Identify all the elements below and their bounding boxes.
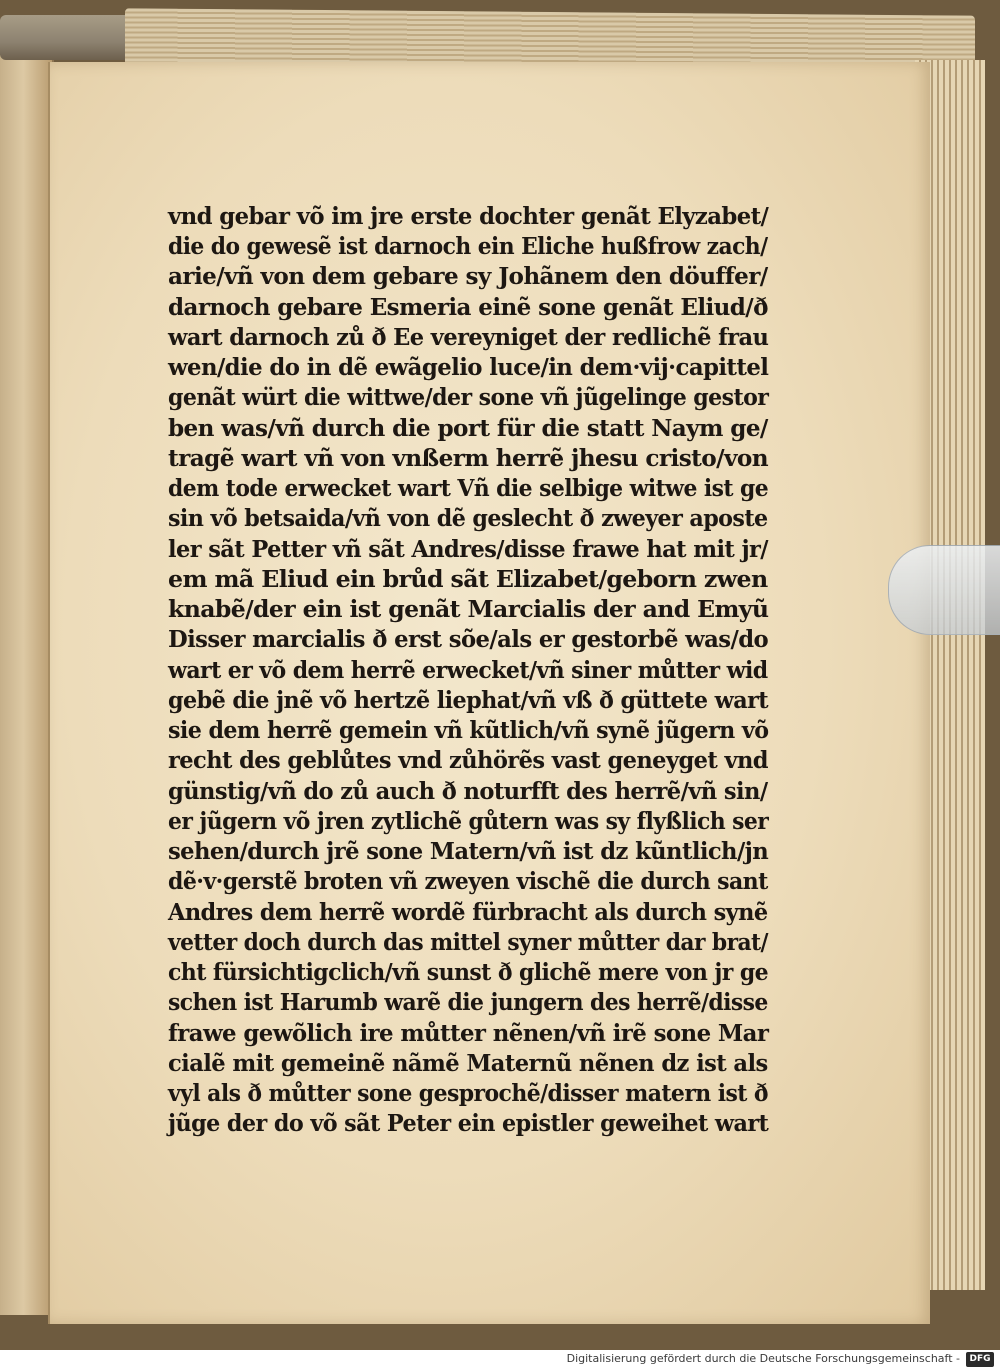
text-line: frawe gewõlich ire můtter nẽnen/vñ irẽ sone Mar: [168, 1020, 769, 1047]
text-line: sie dem herrẽ gemein vñ kũtlich/vñ synẽ jũgern võ: [168, 717, 769, 744]
text-line: vnd gebar võ im jre erste dochter genãt Elyzabet/: [168, 203, 769, 230]
text-line: günstig/vñ do zů auch ð noturfft des herrẽ/vñ sin/: [168, 778, 768, 805]
text-block: [168, 202, 768, 1142]
text-line: schen ist Harumb warẽ die jungern des herrẽ/disse: [168, 989, 768, 1016]
text-line: darnoch gebare Esmeria einẽ sone genãt Eliud/ð: [168, 294, 768, 321]
text-line: ben was/vñ durch die port für die statt Naym ge/: [168, 415, 768, 442]
left-page-edge: [0, 55, 54, 1315]
text-line: sin võ betsaida/vñ von dẽ geslecht ð zweyer aposte: [168, 505, 768, 532]
dfg-logo: DFG: [966, 1352, 994, 1367]
text-line: cialẽ mit gemeinẽ nãmẽ Maternũ nẽnen dz ist als: [168, 1050, 768, 1077]
text-line: sehen/durch jrẽ sone Matern/vñ ist dz kũntlich/jn: [168, 838, 769, 865]
text-line: dẽ·v·gerstẽ broten vñ zweyen vischẽ die durch sant: [168, 868, 768, 895]
text-line: ler sãt Petter vñ sãt Andres/disse frawe hat mit jr/: [168, 536, 768, 563]
text-line: genãt würt die wittwe/der sone vñ jũgelinge gestor: [168, 384, 769, 411]
text-line: knabẽ/der ein ist genãt Marcialis der and Emyũ: [168, 596, 769, 623]
footer-credit: Digitalisierung gefördert durch die Deutsche Forschungsgemeinschaft -: [566, 1352, 960, 1365]
footer-bar: [0, 1350, 1000, 1370]
bookmark-clip: [888, 545, 1000, 635]
book-page: [48, 62, 930, 1324]
text-line: cht fürsichtigclich/vñ sunst ð glichẽ mere von jr ge: [168, 959, 769, 986]
text-line: gebẽ die jnẽ võ hertzẽ liephat/vñ vß ð güttete wart: [168, 687, 769, 714]
text-line: vetter doch durch das mittel syner můtter dar brat/: [168, 929, 768, 956]
text-line: wart er võ dem herrẽ erwecket/vñ siner můtter wid: [168, 657, 768, 684]
text-line: recht des geblůtes vnd zůhörẽs vast geneyget vnd: [168, 747, 768, 774]
text-line: jũge der do võ sãt Peter ein epistler geweihet wart: [168, 1110, 769, 1137]
text-line: wen/die do in dẽ ewãgelio luce/in dem·vij·capittel: [168, 354, 769, 381]
text-line: wart darnoch zů ð Ee vereyniget der redlichẽ frau: [168, 324, 769, 351]
text-line: vyl als ð můtter sone gesprochẽ/disser matern ist ð: [168, 1080, 768, 1107]
text-line: die do gewesẽ ist darnoch ein Eliche hußfrow zach/: [168, 233, 768, 260]
text-line: Andres dem herrẽ wordẽ fürbracht als durch synẽ: [168, 899, 768, 926]
text-line: arie/vñ von dem gebare sy Johãnem den döuffer/: [168, 263, 768, 290]
text-line: dem tode erwecket wart Vñ die selbige witwe ist ge: [168, 475, 769, 502]
text-line: em mã Eliud ein brůd sãt Elizabet/geborn zwen: [168, 566, 768, 593]
text-line: er jũgern võ jren zytlichẽ gůtern was sy flyßlich ser: [168, 808, 769, 835]
text-line: Disser marcialis ð erst sõe/als er gestorbẽ was/do: [168, 626, 769, 653]
spine-band: [0, 15, 140, 60]
text-line: tragẽ wart vñ von vnßerm herrẽ jhesu cristo/von: [168, 445, 769, 472]
